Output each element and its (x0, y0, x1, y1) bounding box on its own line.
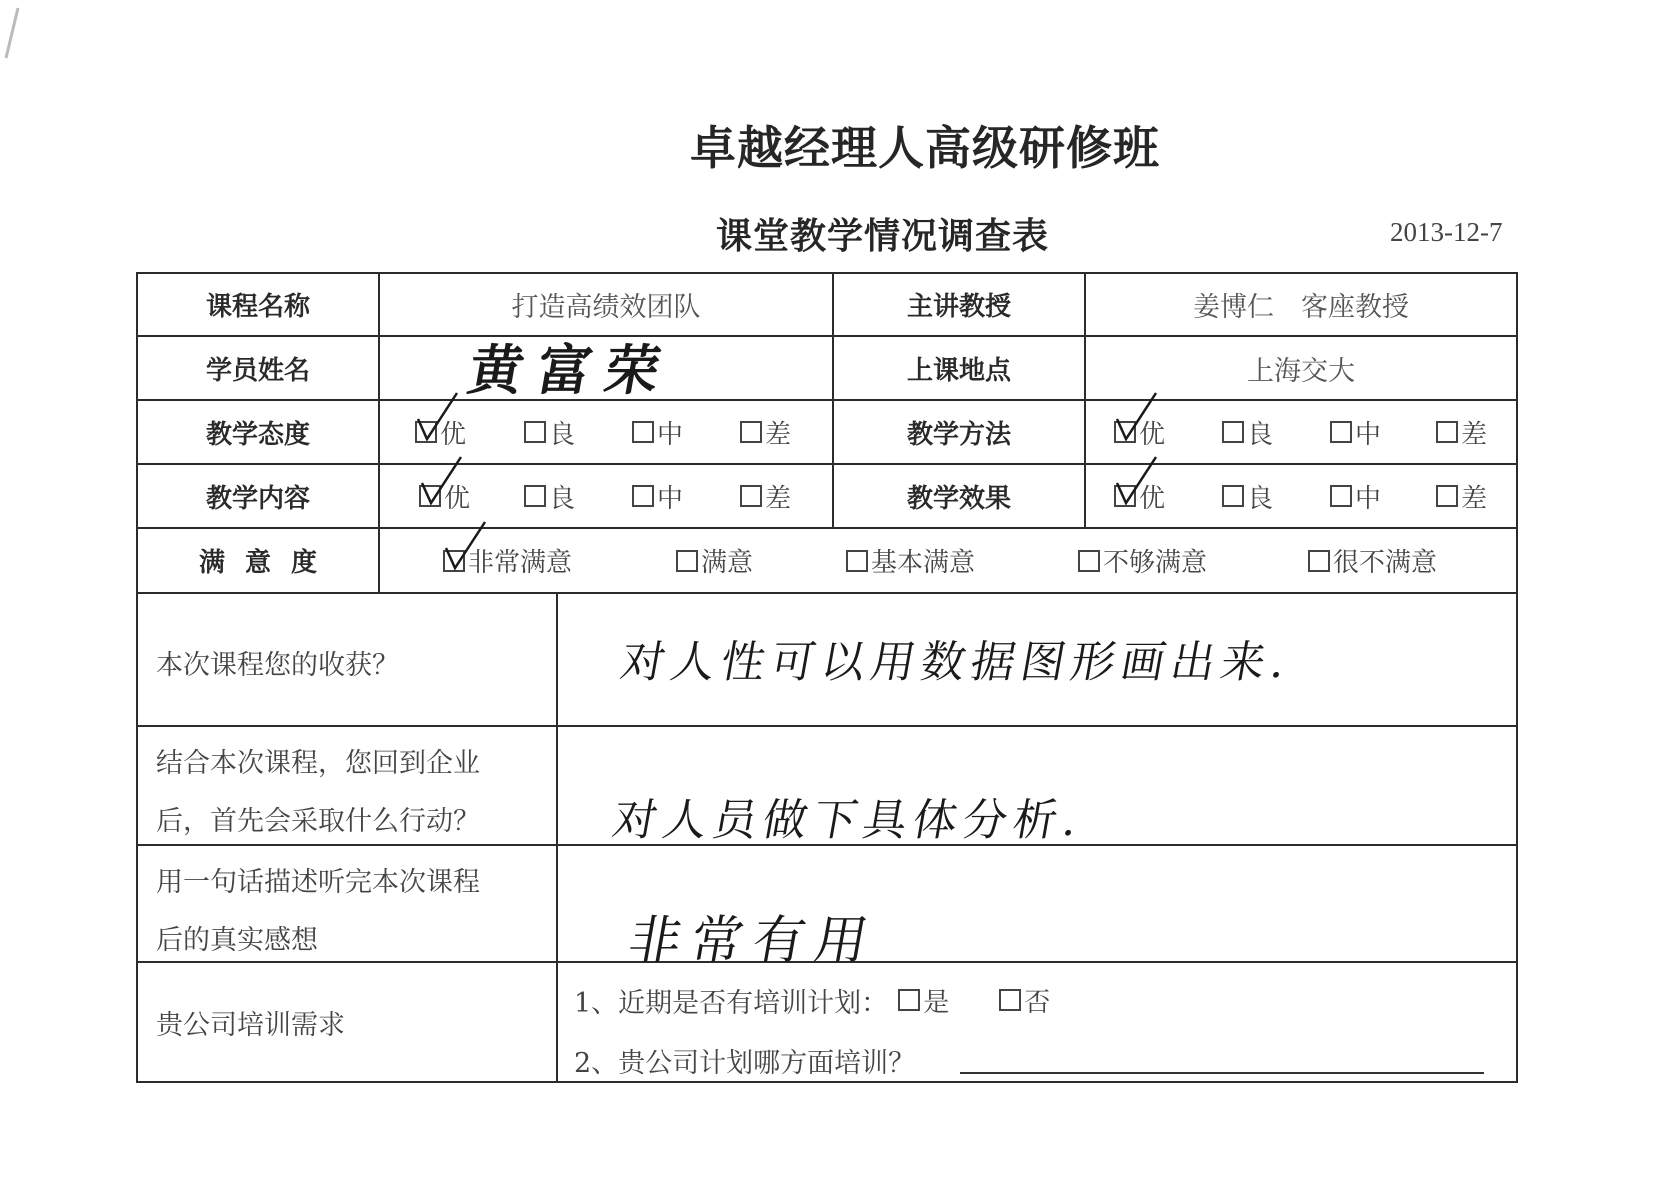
effect-option-medium[interactable] (1330, 465, 1381, 527)
checkbox[interactable] (676, 550, 698, 572)
option-label: 不够满意 (1103, 548, 1208, 578)
question-feeling-label (156, 854, 480, 970)
training-plan-yes[interactable] (898, 982, 949, 1019)
effect-option-good[interactable] (1222, 465, 1273, 527)
answer-gain-handwriting: 对人性可以用数据图形画出来. (616, 637, 1296, 688)
training-area-blank-line[interactable] (960, 1072, 1484, 1074)
answer-feeling-handwriting: 非常有用 (623, 911, 883, 971)
course-name-label: 课程名称 (205, 292, 310, 322)
content-option-medium[interactable] (632, 465, 683, 527)
checkbox[interactable] (740, 485, 762, 507)
question-gain-label: 本次课程您的收获？ (156, 650, 399, 681)
student-name-handwriting: 黄富荣 (463, 338, 680, 402)
training-area-question (574, 1040, 915, 1080)
checkbox-checked[interactable] (419, 485, 441, 507)
content-label: 教学内容 (205, 483, 310, 514)
option-label: 良 (1247, 419, 1274, 450)
training-plan-text: 1、近期是否有培训计划： (574, 987, 889, 1019)
option-label: 差 (765, 419, 792, 450)
question-action-label (156, 735, 480, 851)
checkbox[interactable] (898, 989, 920, 1011)
option-label: 优 (1139, 419, 1166, 450)
option-label: 否 (1024, 987, 1051, 1018)
option-label: 差 (765, 483, 792, 514)
attitude-option-medium[interactable] (632, 401, 683, 463)
option-label: 中 (1355, 419, 1382, 450)
question-action-line-2: 后，首先会采取什么行动？ (156, 806, 480, 837)
attitude-option-good[interactable] (524, 401, 575, 463)
answer-action-handwriting: 对人员做下具体分析. (608, 795, 1088, 846)
checkbox[interactable] (999, 989, 1021, 1011)
checkbox[interactable] (1330, 421, 1352, 443)
option-label: 优 (440, 419, 467, 450)
option-label: 中 (657, 483, 684, 514)
checkbox[interactable] (1330, 485, 1352, 507)
checkbox[interactable] (1436, 421, 1458, 443)
form-date: 2013-12-7 (1390, 217, 1503, 247)
satisfaction-option-very-unsatisfied[interactable] (1308, 529, 1437, 592)
option-label: 中 (1355, 483, 1382, 514)
checkbox[interactable] (1222, 421, 1244, 443)
checkbox[interactable] (1436, 485, 1458, 507)
method-option-medium[interactable] (1330, 401, 1381, 463)
attitude-option-poor[interactable] (740, 401, 791, 463)
checkbox-checked[interactable] (1114, 485, 1136, 507)
option-label: 非常满意 (468, 548, 573, 578)
checkbox-checked[interactable] (1114, 421, 1136, 443)
option-label: 优 (1139, 483, 1166, 514)
student-name-label: 学员姓名 (205, 355, 310, 386)
checkbox[interactable] (1308, 550, 1330, 572)
attitude-label: 教学态度 (205, 419, 310, 450)
option-label: 很不满意 (1333, 548, 1438, 578)
option-label: 差 (1461, 419, 1488, 450)
checkbox[interactable] (740, 421, 762, 443)
lecturer-label: 主讲教授 (906, 292, 1011, 322)
satisfaction-option-not-enough[interactable] (1078, 529, 1207, 592)
location-value: 上海交大 (1247, 355, 1355, 387)
satisfaction-option-very-satisfied[interactable] (443, 529, 572, 592)
satisfaction-option-basic[interactable] (846, 529, 975, 592)
checkbox[interactable] (846, 550, 868, 572)
checkbox[interactable] (632, 421, 654, 443)
method-option-poor[interactable] (1436, 401, 1487, 463)
training-area-text: 2、贵公司计划哪方面培训？ (574, 1047, 916, 1079)
question-feeling-line-1: 用一句话描述听完本次课程 (156, 867, 480, 898)
lecturer-value: 姜博仁 客座教授 (1193, 292, 1409, 323)
option-label: 差 (1461, 483, 1488, 514)
row-divider (136, 592, 1518, 594)
question-feeling-line-2: 后的真实感想 (156, 925, 318, 956)
effect-option-poor[interactable] (1436, 465, 1487, 527)
option-label: 基本满意 (871, 548, 976, 578)
training-needs-label: 贵公司培训需求 (156, 1010, 345, 1041)
checkbox[interactable] (524, 421, 546, 443)
checkbox[interactable] (524, 485, 546, 507)
table-border (1516, 272, 1518, 1083)
page-title: 卓越经理人高级研修班 (690, 121, 1160, 175)
method-option-good[interactable] (1222, 401, 1273, 463)
training-plan-question (574, 980, 1050, 1020)
table-border (136, 1081, 1518, 1083)
option-label: 良 (549, 483, 576, 514)
satisfaction-option-satisfied[interactable] (676, 529, 753, 592)
option-label: 良 (1247, 483, 1274, 514)
effect-option-excellent[interactable] (1114, 465, 1165, 527)
option-label: 优 (444, 483, 471, 514)
content-option-poor[interactable] (740, 465, 791, 527)
satisfaction-label: 满意度 (198, 548, 337, 578)
form-subtitle: 课堂教学情况调查表 (716, 216, 1050, 257)
checkbox[interactable] (632, 485, 654, 507)
checkbox-checked[interactable] (415, 421, 437, 443)
method-label: 教学方法 (906, 419, 1011, 450)
checkbox[interactable] (1222, 485, 1244, 507)
checkbox-checked[interactable] (443, 550, 465, 572)
question-action-line-1: 结合本次课程，您回到企业 (156, 748, 480, 779)
option-label: 中 (657, 419, 684, 450)
course-name-value: 打造高绩效团队 (511, 292, 701, 323)
option-label: 满意 (701, 548, 754, 578)
option-label: 是 (923, 987, 950, 1018)
content-option-good[interactable] (524, 465, 575, 527)
location-label: 上课地点 (906, 355, 1011, 386)
checkbox[interactable] (1078, 550, 1100, 572)
option-label: 良 (549, 419, 576, 450)
effect-label: 教学效果 (906, 483, 1011, 514)
column-divider (556, 592, 558, 1083)
row-divider (136, 725, 1518, 727)
training-plan-no[interactable] (999, 982, 1050, 1019)
